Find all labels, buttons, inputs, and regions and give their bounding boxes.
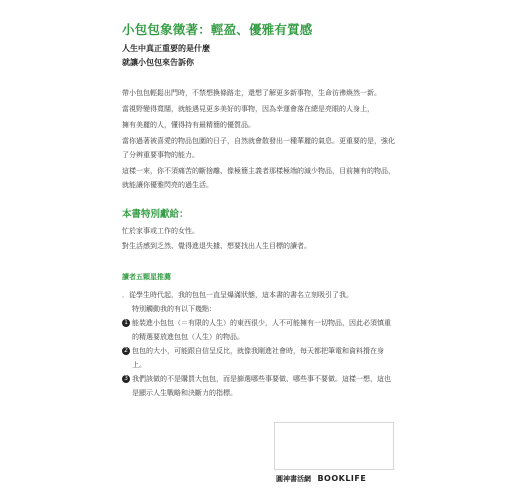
number-badge: 1 [122, 319, 130, 327]
intro-paragraph: 這樣一來，你不須痛苦的斷捨離、像極簡主義者那樣極端的減少物品，目前擁有的物品，就能讓你優雅閃亮的過生活。 [122, 167, 395, 189]
audience-heading: 本書特別獻給： [122, 209, 189, 220]
recommend-point-text: 能裝進小包包（＝有限的人生）的東西很少，人不可能擁有一切物品，因此必須慎重的精選要放進包包（人生）的物品。 [132, 319, 391, 341]
recommend-lead: ．從學生時代起，我的包包一直呈爆滿狀態，這本書的書名立刻吸引了我。 [122, 291, 353, 299]
number-badge: 3 [122, 375, 130, 383]
recommend-point-text: 我們該做的不是購買大包包，而是篩選哪些事要做、哪些事不要做。這樣一想，這也是顯示人生戰略和決斷力的指標。 [132, 375, 391, 397]
recommend-section [122, 288, 396, 400]
recommend-heading: 讀者五顆星推薦 [122, 273, 171, 281]
intro-paragraph: 當你過著被喜愛的物品包圍的日子，自然就會散發出一種華麗的氣息。更重要的是，強化了分辨重要事物的能力。 [122, 137, 395, 159]
subtitle-line-2: 就讓小包包來告訴你 [122, 58, 194, 67]
recommend-point-3 [122, 372, 396, 400]
publisher-brand [276, 474, 366, 484]
audience-item: 忙於家事或工作的女性。 [122, 227, 199, 235]
book-description [122, 20, 396, 400]
recommend-point-2 [122, 344, 396, 372]
audience-item: 對生活感到乏然、覺得進退失據、想要找出人生目標的讀者。 [122, 242, 311, 250]
book-title: 小包包象徵著：輕盈、優雅有質感 [122, 22, 313, 37]
recommend-point-text: 包包的大小，可能跟自信呈反比，就像我剛進社會時，每天都把筆電和資料揹在身上。 [132, 347, 384, 369]
booklife-logo: BOOKLIFE [317, 474, 367, 483]
intro-paragraph: 當視野變得寬闊，就能遇見更多美好的事物，因為幸運會落在總是亮眼的人身上， [122, 105, 374, 113]
subtitle-line-1: 人生中真正重要的是什麼 [122, 44, 210, 53]
intro-paragraph: 擁有美麗的人，懂得持有最精簡的優質品。 [122, 121, 255, 129]
intro-paragraph: 帶小包包輕鬆出門時，不禁想換條路走，還想了解更多新事物，生命彷彿煥然一新。 [122, 89, 381, 97]
publisher-name: 圓神書活網 [276, 475, 311, 483]
intro-section [122, 86, 396, 192]
audience-list [122, 224, 396, 254]
recommend-lead-2: 特別觸動我的有以下幾點： [132, 305, 216, 313]
blank-frame [274, 422, 394, 470]
recommend-point-1 [122, 316, 396, 344]
number-badge: 2 [122, 347, 130, 355]
